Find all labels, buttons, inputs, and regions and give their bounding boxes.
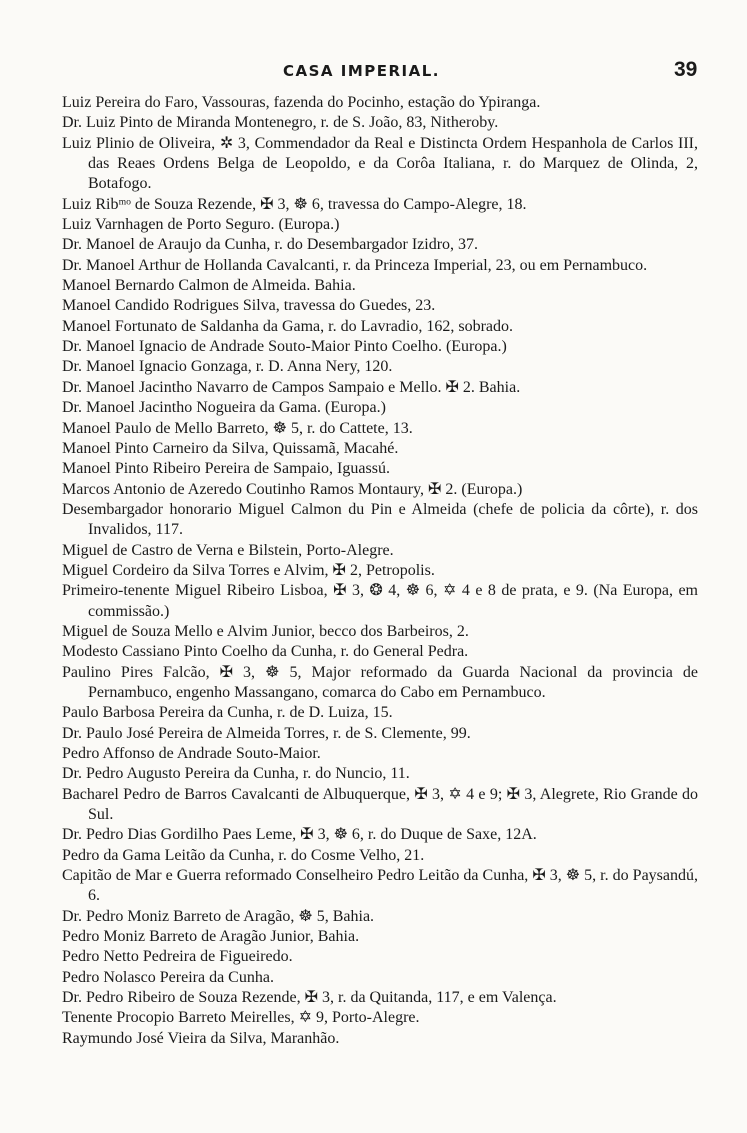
list-item: Modesto Cassiano Pinto Coelho da Cunha, r. do General Pedra. (62, 643, 469, 661)
list-item: Pedro Nolasco Pereira da Cunha. (62, 968, 274, 986)
running-title: CASA IMPERIAL. (283, 62, 440, 80)
list-item: Dr. Manoel Arthur de Hollanda Cavalcanti, r. da Princeza Imperial, 23, ou em Pernambuco. (62, 256, 648, 274)
list-item: Manoel Paulo de Mello Barreto, ☸ 5, r. do Cattete, 13. (62, 419, 413, 437)
list-item: Paulino Pires Falcão, ✠ 3, ☸ 5, Major reformado da Guarda Nacional da provincia de Pernambuco, engenho Massangano, comarca do Cabo em Pernambuco. (62, 663, 698, 701)
list-item: Primeiro-tenente Miguel Ribeiro Lisboa, ✠ 3, ❂ 4, ☸ 6, ✡ 4 e 8 de prata, e 9. (Na Europa, em commissão.) (62, 582, 698, 620)
list-item: Miguel de Castro de Verna e Bilstein, Porto-Alegre. (62, 541, 394, 559)
list-item: Manoel Candido Rodrigues Silva, travessa do Guedes, 23. (62, 297, 436, 315)
list-item: Dr. Manoel Jacintho Nogueira da Gama. (Europa.) (62, 399, 386, 417)
entry-list (62, 93, 698, 1049)
list-item: Dr. Pedro Moniz Barreto de Aragão, ☸ 5, Bahia. (62, 907, 375, 925)
list-item: Raymundo José Vieira da Silva, Maranhão. (62, 1029, 340, 1047)
list-item: Luiz Pereira do Faro, Vassouras, fazenda do Pocinho, estação do Ypiranga. (62, 94, 541, 111)
list-item: Manoel Pinto Carneiro da Silva, Quissamã, Macahé. (62, 439, 399, 457)
list-item: Luiz Plinio de Oliveira, ✲ 3, Commendador da Real e Distincta Ordem Hespanhola de Carlos III, das Reaes Ordens Belga de Leopoldo, e da Corôa Italiana, r. do Marquez de Olinda, 2, Botafogo. (62, 134, 698, 193)
list-item: Bacharel Pedro de Barros Cavalcanti de Albuquerque, ✠ 3, ✡ 4 e 9; ✠ 3, Alegrete, Rio Grande do Sul. (62, 785, 698, 824)
page-number: 39 (674, 58, 698, 81)
list-item: Tenente Procopio Barreto Meirelles, ✡ 9, Porto-Alegre. (62, 1009, 420, 1027)
list-item: Pedro Netto Pedreira de Figueiredo. (62, 948, 293, 966)
page-header (0, 58, 747, 88)
list-item: Marcos Antonio de Azeredo Coutinho Ramos Montaury, ✠ 2. (Europa.) (62, 480, 523, 498)
list-item: Dr. Luiz Pinto de Miranda Montenegro, r. de S. João, 83, Nitheroby. (62, 114, 499, 132)
list-item: Dr. Manoel Ignacio Gonzaga, r. D. Anna Nery, 120. (62, 358, 393, 376)
list-item: Luiz Varnhagen de Porto Seguro. (Europa.) (62, 216, 340, 234)
list-item: Dr. Manoel Ignacio de Andrade Souto-Maior Pinto Coelho. (Europa.) (62, 338, 507, 356)
list-item: Dr. Pedro Dias Gordilho Paes Leme, ✠ 3, ☸ 6, r. do Duque de Saxe, 12A. (62, 826, 537, 844)
list-item: Manoel Fortunato de Saldanha da Gama, r. do Lavradio, 162, sobrado. (62, 317, 513, 335)
list-item: Paulo Barbosa Pereira da Cunha, r. de D. Luiza, 15. (62, 704, 393, 722)
list-item: Desembargador honorario Miguel Calmon du Pin e Almeida (chefe de policia da côrte), r. dos Invalidos, 117. (62, 500, 698, 539)
list-item: Miguel Cordeiro da Silva Torres e Alvim, ✠ 2, Petropolis. (62, 561, 435, 579)
list-item: Dr. Manoel Jacintho Navarro de Campos Sampaio e Mello. ✠ 2. Bahia. (62, 378, 521, 396)
list-item: Dr. Pedro Augusto Pereira da Cunha, r. do Nuncio, 11. (62, 765, 410, 783)
list-item: Manoel Pinto Ribeiro Pereira de Sampaio, Iguassú. (62, 460, 390, 478)
list-item: Pedro Affonso de Andrade Souto-Maior. (62, 745, 321, 762)
list-item: Dr. Paulo José Pereira de Almeida Torres, r. de S. Clemente, 99. (62, 724, 471, 742)
list-item: Luiz Ribᵐᵒ de Souza Rezende, ✠ 3, ☸ 6, travessa do Campo-Alegre, 18. (62, 195, 527, 213)
list-item: Pedro Moniz Barreto de Aragão Junior, Bahia. (62, 928, 360, 946)
list-item: Dr. Pedro Ribeiro de Souza Rezende, ✠ 3, r. da Quitanda, 117, e em Valença. (62, 989, 557, 1007)
list-item: Pedro da Gama Leitão da Cunha, r. do Cosme Velho, 21. (62, 846, 425, 864)
list-item: Dr. Manoel de Araujo da Cunha, r. do Desembargador Izidro, 37. (62, 236, 479, 254)
list-item: Miguel de Souza Mello e Alvim Junior, becco dos Barbeiros, 2. (62, 622, 469, 640)
list-item: Capitão de Mar e Guerra reformado Conselheiro Pedro Leitão da Cunha, ✠ 3, ☸ 5, r. do Paysandú, 6. (62, 867, 698, 905)
list-item: Manoel Bernardo Calmon de Almeida. Bahia. (62, 277, 356, 295)
